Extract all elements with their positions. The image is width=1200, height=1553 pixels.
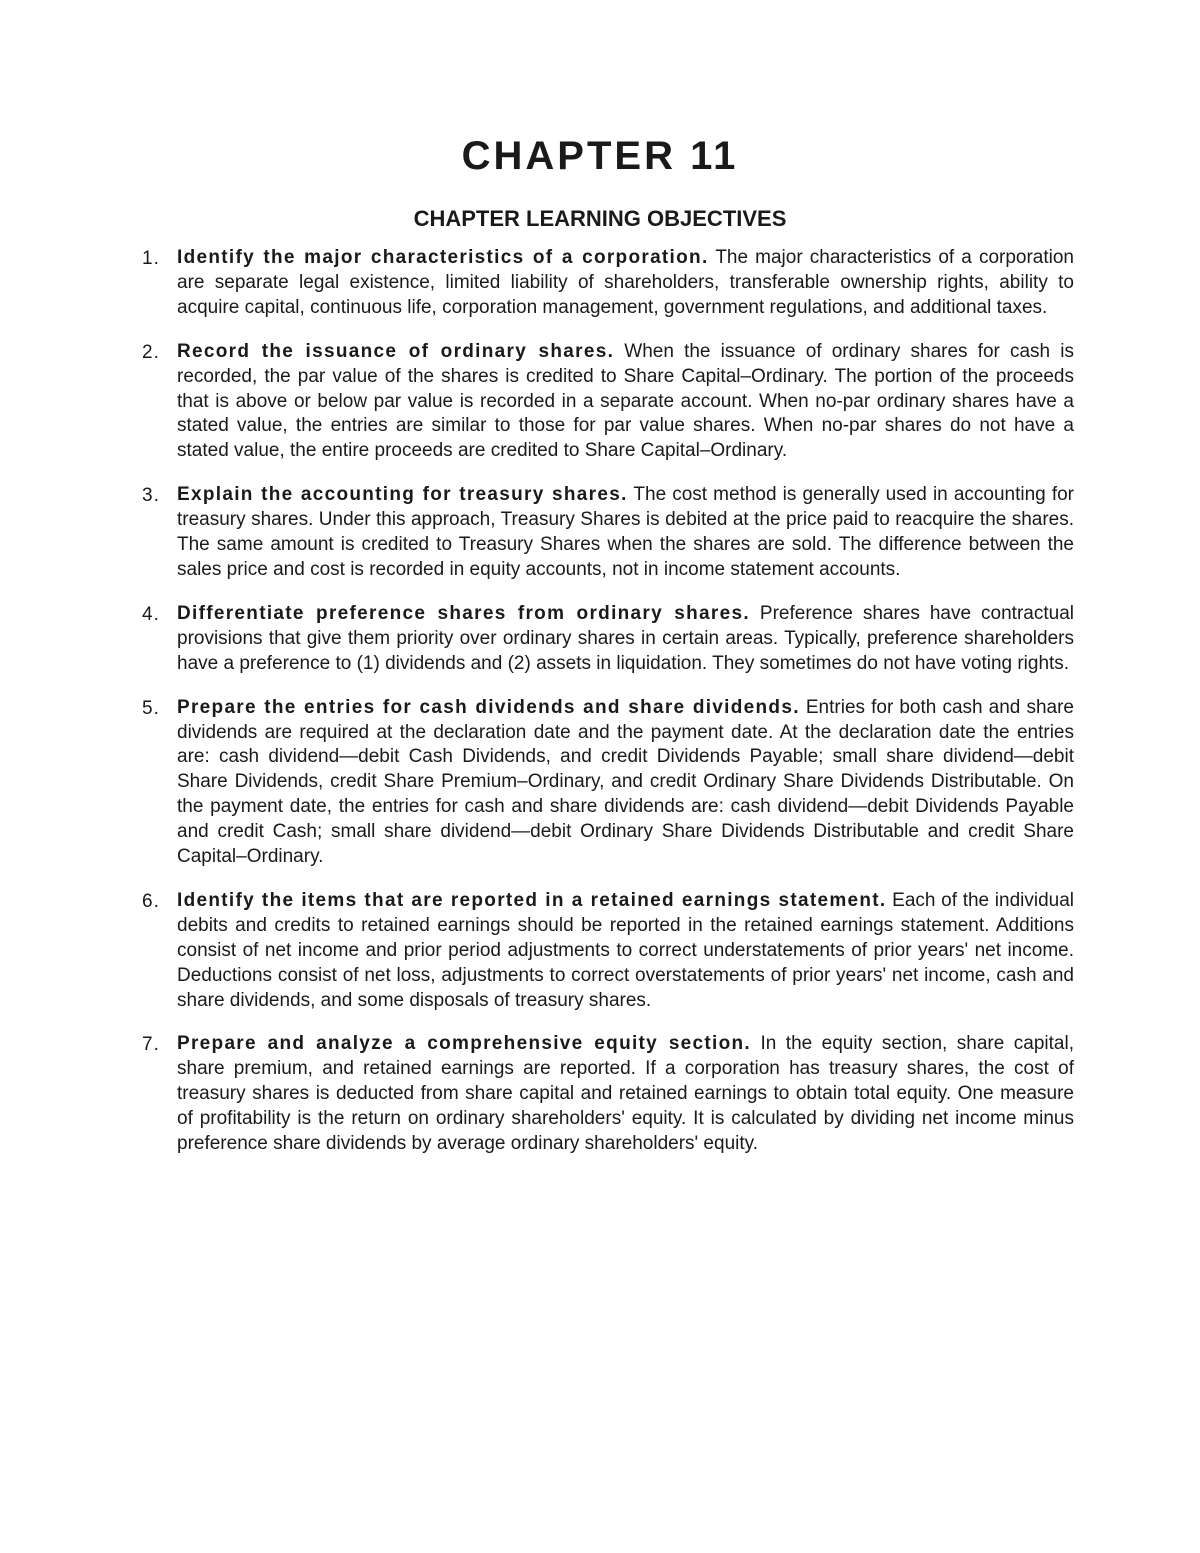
objective-lead: Prepare the entries for cash dividends and share dividends. — [177, 696, 800, 718]
objectives-list — [130, 246, 1074, 1176]
objective-item — [130, 246, 1074, 321]
objective-item — [130, 1032, 1074, 1157]
objective-lead: Differentiate preference shares from ordinary shares. — [177, 602, 750, 624]
objective-text — [177, 889, 1074, 1014]
objective-number: 2. — [142, 341, 160, 363]
objective-item — [130, 340, 1074, 465]
objective-body: The major characteristics of a corporation are separate legal existence, limited liability of shareholders, transferable ownership rights, ability to acquire capital, continuous life, corporation management, government regulations, and additional taxes. — [177, 247, 1075, 318]
objective-text — [177, 246, 1074, 321]
objective-lead: Record the issuance of ordinary shares. — [177, 340, 615, 362]
objective-number: 3. — [142, 485, 160, 507]
objective-text — [177, 602, 1074, 677]
objective-text — [177, 340, 1074, 465]
objective-item — [130, 889, 1074, 1014]
objective-item — [130, 696, 1074, 870]
objective-number: 7. — [142, 1034, 160, 1056]
objective-number: 4. — [142, 603, 160, 625]
objective-item — [130, 483, 1074, 583]
objective-body: Each of the individual debits and credits to retained earnings should be reported in the retained earnings statement. Additions consist of net income and prior period adjustments to correct understatements of prior years' net income. Deductions consist of net loss, adjustments to correct overstatements of prior years' net income, cash and share dividends, and some disposals of treasury shares. — [177, 889, 1075, 1011]
objective-text — [177, 1032, 1074, 1157]
objective-number: 5. — [142, 697, 160, 719]
objective-lead: Explain the accounting for treasury shares. — [177, 484, 628, 506]
chapter-title: CHAPTER 11 — [461, 134, 739, 178]
objective-text — [177, 696, 1074, 870]
objective-lead: Identify the major characteristics of a corporation. — [177, 247, 709, 268]
objective-number: 6. — [142, 890, 160, 912]
objective-body: In the equity section, share capital, share premium, and retained earnings are reported. If a corporation has treasury shares, the cost of treasury shares is deducted from share capital and retained earnings to obtain total equity. One measure of profitability is the return on ordinary shareholders' equity. It is calculated by dividing net income minus preference share dividends by average ordinary shareholders' equity. — [177, 1033, 1074, 1155]
objective-lead: Identify the items that are reported in a retained earnings statement. — [177, 889, 887, 911]
objective-item — [130, 602, 1074, 677]
objective-text — [177, 483, 1074, 583]
objective-body: When the issuance of ordinary shares for cash is recorded, the par value of the shares is credited to Share Capital–Ordinary. The portion of the proceeds that is above or below par value is recorded in a separate account. When no-par ordinary shares have a stated value, the entries are similar to those for par value shares. When no-par shares do not have a stated value, the entire proceeds are credited to Share Capital–Ordinary. — [177, 340, 1074, 462]
objective-lead: Prepare and analyze a comprehensive equity section. — [177, 1033, 752, 1055]
objective-number: 1. — [142, 248, 160, 269]
section-heading: CHAPTER LEARNING OBJECTIVES — [413, 206, 787, 231]
objective-body: Entries for both cash and share dividends are required at the declaration date and the payment date. At the declaration date the entries are: cash dividend—debit Cash Dividends, and credit Dividends Payable; small share dividend—debit Share Dividends, credit Share Premium–Ordinary, and credit Ordinary Share Dividends Distributable. On the payment date, the entries for cash and share dividends are: cash dividend—debit Dividends Payable and credit Cash; small share dividend—debit Ordinary Share Dividends Distributable and credit Share Capital–Ordinary. — [177, 696, 1074, 868]
objective-body: The cost method is generally used in accounting for treasury shares. Under this approach, Treasury Shares is debited at the price paid to reacquire the shares. The same amount is credited to Treasury Shares when the shares are sold. The difference between the sales price and cost is recorded in equity accounts, not in income statement accounts. — [177, 484, 1075, 580]
objective-body: Preference shares have contractual provisions that give them priority over ordinary shares in certain areas. Typically, preference shareholders have a preference to (1) dividends and (2) assets in liquidation. They sometimes do not have voting rights. — [177, 602, 1074, 674]
